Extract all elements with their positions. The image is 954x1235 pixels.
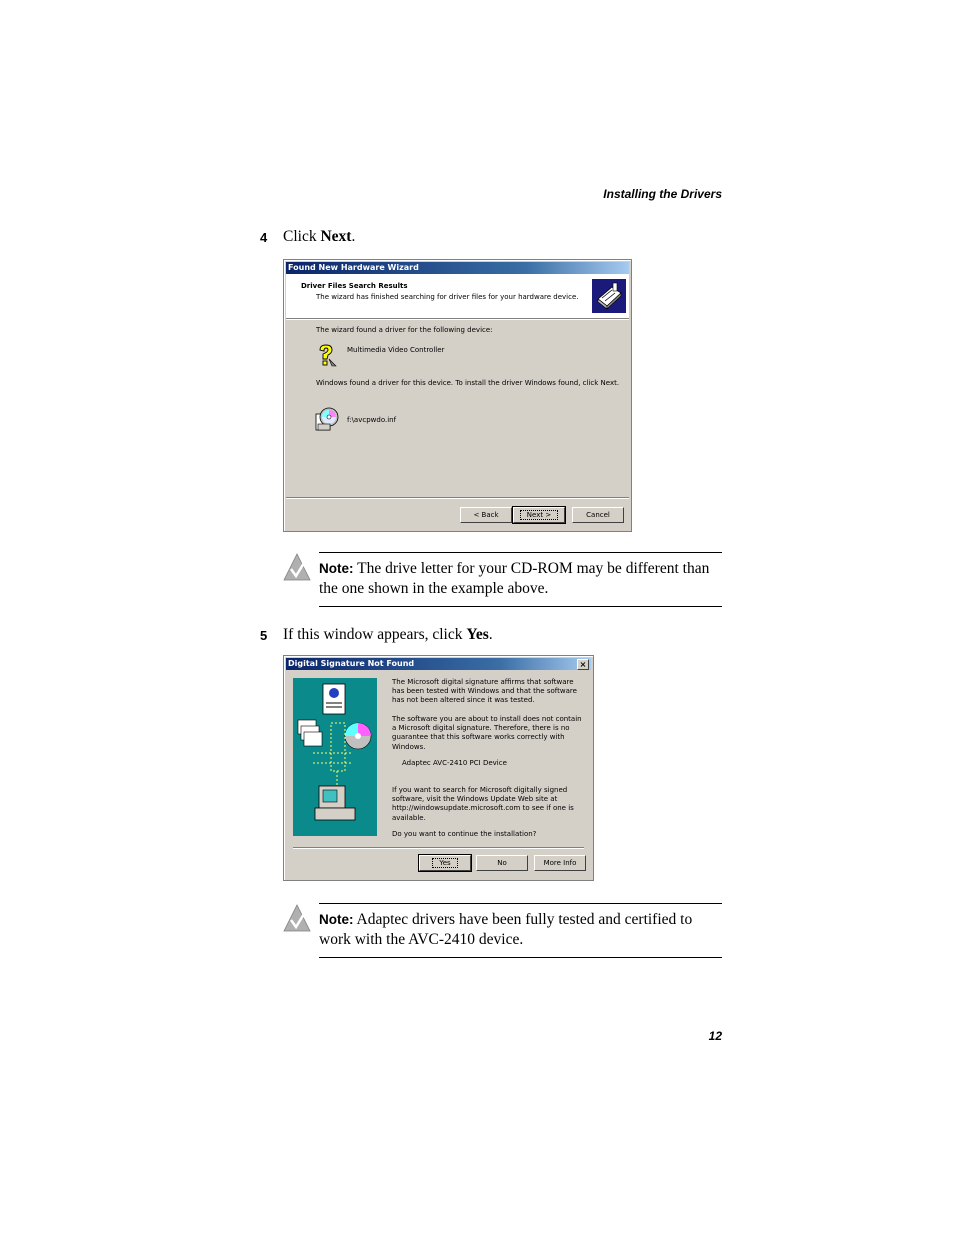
note-drivers-certified: Note: Adaptec drivers have been fully tested and certified to work with the AVC-2410 device. [319, 911, 693, 948]
signature-dialog [283, 655, 594, 881]
step-bold-term: Yes [466, 626, 489, 643]
step-instruction: If this window appears, click Yes. [283, 626, 493, 643]
cancel-button[interactable]: Cancel [572, 507, 624, 523]
yes-button[interactable]: Yes [419, 855, 471, 871]
wizard-header-panel [286, 274, 629, 318]
note-drive-letter: Note: The drive letter for your CD-ROM may be different than the one shown in the example above. [319, 560, 710, 597]
note-pencil-icon [283, 552, 311, 582]
found-driver-text: The wizard found a driver for the following device: [316, 326, 493, 334]
continue-question: Do you want to continue the installation? [392, 830, 537, 838]
unknown-device-icon [314, 344, 338, 368]
page-number: 12 [708, 1029, 722, 1043]
running-header: Installing the Drivers [603, 187, 722, 201]
note-bottom-rule [319, 957, 722, 958]
cd-driver-icon [314, 406, 340, 432]
wizard-titlebar: Found New Hardware Wizard [286, 262, 629, 274]
no-signature-text: The software you are about to install does not contain a Microsoft digital signature. Therefore, there is no guarantee that this software works correctly with Windows. [392, 715, 582, 751]
note-label: Note: [319, 912, 354, 927]
note-top-rule [319, 552, 722, 553]
hardware-wizard-icon [592, 279, 626, 313]
driver-file-path: f:\avcpwdo.inf [347, 416, 397, 424]
step-bold-term: Next [320, 228, 352, 245]
windows-update-text: If you want to search for Microsoft digitally signed software, visit the Windows Update Web site at http://windowsupdate.microsoft.com to see if one is available. [392, 786, 574, 822]
more-info-button[interactable]: More Info [534, 855, 586, 871]
wizard-subheading: The wizard has finished searching for driver files for your hardware device. [316, 293, 579, 301]
device-name: Adaptec AVC-2410 PCI Device [402, 759, 507, 767]
wizard-window [283, 259, 632, 532]
next-button[interactable]: Next > [513, 507, 565, 523]
step-number: 5 [260, 628, 268, 643]
note-label: Note: [319, 561, 354, 576]
signature-titlebar: Digital Signature Not Found × [286, 658, 591, 670]
no-button[interactable]: No [476, 855, 528, 871]
note-bottom-rule [319, 606, 722, 607]
note-pencil-icon [283, 903, 311, 933]
step-number: 4 [260, 230, 268, 245]
close-icon[interactable]: × [577, 659, 589, 670]
signature-illustration [293, 678, 377, 836]
step-instruction: Click Next. [283, 228, 356, 245]
signature-affirm-text: The Microsoft digital signature affirms that software has been tested with Windows and that the software has not been altered since it was tested. [392, 678, 577, 705]
device-name: Multimedia Video Controller [347, 346, 445, 354]
wizard-heading: Driver Files Search Results [301, 282, 408, 290]
note-top-rule [319, 903, 722, 904]
back-button[interactable]: < Back [460, 507, 512, 523]
install-instruction: Windows found a driver for this device. To install the driver Windows found, click Next. [316, 379, 620, 387]
